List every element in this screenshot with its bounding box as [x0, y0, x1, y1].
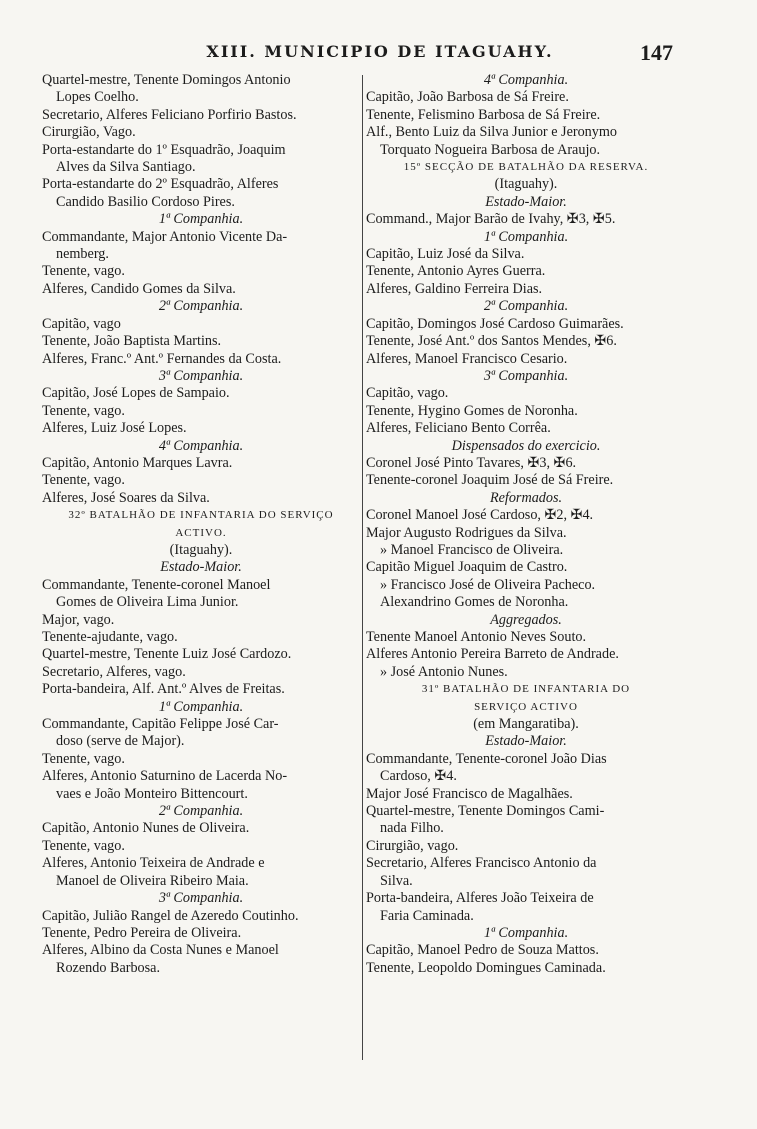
text-line: Capitão, Manoel Pedro de Souza Mattos. — [366, 942, 599, 959]
text-line: Major Augusto Rodrigues da Silva. — [366, 524, 567, 541]
text-line: Porta-estandarte do 2º Esquadrão, Alferes — [42, 176, 279, 193]
text-line: Capitão, José Lopes de Sampaio. — [42, 385, 230, 402]
text-line: Lopes Coelho. — [56, 89, 139, 106]
section-heading: Reformados. — [489, 489, 563, 506]
section-heading: 4ª Companhia. — [158, 437, 244, 454]
text-line: Tenente Manoel Antonio Neves Souto. — [366, 629, 587, 645]
text-line: Major, vago. — [42, 611, 115, 628]
section-heading: Estado-Maior. — [485, 733, 567, 750]
text-line: Quartel-mestre, Tenente Domingos Cami- — [366, 803, 605, 820]
section-heading: 4ª Companhia. — [483, 72, 569, 88]
text-line: Alferes, Galdino Ferreira Dias. — [366, 280, 543, 297]
text-line: nemberg. — [56, 246, 109, 263]
left-column — [42, 72, 360, 1112]
text-line: Porta-estandarte do 1º Esquadrão, Joaquim — [42, 141, 286, 158]
text-line: Tenente, Antonio Ayres Guerra. — [366, 263, 546, 280]
right-column — [366, 72, 686, 1112]
text-line: Quartel-mestre, Tenente Luiz José Cardozo. — [42, 646, 292, 663]
section-heading: 31º BATALHÃO DE INFANTARIA DO — [421, 683, 631, 696]
text-line: Tenente, Hygino Gomes de Noronha. — [366, 402, 578, 419]
text-line: Capitão Miguel Joaquim de Castro. — [366, 559, 568, 576]
text-line: Quartel-mestre, Tenente Domingos Antonio — [42, 72, 291, 88]
text-line: Manoel de Oliveira Ribeiro Maia. — [56, 872, 249, 889]
text-line: Alferes, José Soares da Silva. — [42, 489, 210, 506]
page-header — [0, 40, 757, 70]
section-heading: 3ª Companhia. — [158, 890, 244, 907]
text-line: Alexandrino Gomes de Noronha. — [380, 594, 569, 611]
text-line: Tenente, João Baptista Martins. — [42, 333, 222, 350]
section-heading: 2ª Companhia. — [158, 298, 244, 315]
text-line: Alves da Silva Santiago. — [56, 159, 196, 176]
text-line: Torquato Nogueira Barbosa de Araujo. — [380, 141, 601, 158]
text-line: Commandante, Tenente-coronel João Dias — [366, 750, 607, 767]
section-heading: 1ª Companhia. — [483, 228, 569, 245]
text-line: Tenente-coronel Joaquim José de Sá Freire. — [366, 472, 614, 489]
text-line: Commandante, Capitão Felippe José Car- — [42, 716, 279, 733]
text-line: Alferes, Albino da Costa Nunes e Manoel — [42, 942, 279, 959]
text-line: Cardoso, ✠4. — [380, 768, 457, 785]
text-line: Cirurgião, vago. — [366, 837, 459, 854]
text-line: Tenente, Felismino Barbosa de Sá Freire. — [366, 106, 601, 123]
section-heading: (Itaguahy). — [169, 541, 233, 558]
running-title: XIII. MUNICIPIO DE ITAGUAHY. — [206, 42, 554, 61]
text-line: Porta-bandeira, Alferes João Teixeira de — [366, 890, 594, 907]
section-heading: 3ª Companhia. — [158, 367, 244, 384]
text-line: Alferes, Antonio Teixeira de Andrade e — [42, 855, 265, 872]
section-heading: SERVIÇO ACTIVO — [474, 700, 578, 713]
section-heading: 1ª Companhia. — [158, 698, 244, 715]
text-line: Tenente, Leopoldo Domingues Caminada. — [366, 959, 606, 976]
page-number: 147 — [640, 40, 673, 65]
section-heading: 2ª Companhia. — [158, 803, 244, 820]
section-heading: 3ª Companhia. — [483, 367, 569, 384]
text-line: Secretario, Alferes Francisco Antonio da — [366, 855, 597, 872]
text-line: doso (serve de Major). — [56, 733, 185, 750]
text-line: Alferes, Franc.º Ant.º Fernandes da Costa. — [42, 350, 282, 367]
section-heading: (Itaguahy). — [494, 176, 558, 193]
text-line: Tenente, vago. — [42, 837, 125, 854]
section-heading: Dispensados do exercicio. — [451, 437, 601, 454]
text-line: vaes e João Monteiro Bittencourt. — [56, 785, 248, 802]
text-line: Capitão, vago. — [366, 385, 449, 402]
text-line: Porta-bandeira, Alf. Ant.º Alves de Freitas. — [42, 681, 285, 698]
text-line: Alferes, Manoel Francisco Cesario. — [366, 350, 568, 367]
text-line: Commandante, Tenente-coronel Manoel — [42, 576, 271, 593]
section-heading: ACTIVO. — [175, 526, 227, 539]
text-line: Secretario, Alferes Feliciano Porfirio Bastos. — [42, 106, 297, 123]
section-heading: 15º SECÇÃO DE BATALHÃO DA RESERVA. — [403, 161, 649, 174]
text-line: Commandante, Major Antonio Vicente Da- — [42, 228, 288, 245]
text-line: Alferes, Antonio Saturnino de Lacerda No- — [42, 768, 288, 785]
text-line: Alferes, Feliciano Bento Corrêa. — [366, 420, 551, 437]
text-line: Tenente, vago. — [42, 402, 125, 419]
text-line: Faria Caminada. — [380, 907, 474, 924]
section-heading: Aggregados. — [490, 611, 562, 628]
text-line: Alferes, Luiz José Lopes. — [42, 420, 187, 437]
section-heading: 2ª Companhia. — [483, 298, 569, 315]
text-line: Cirurgião, Vago. — [42, 124, 136, 141]
text-line: Secretario, Alferes, vago. — [42, 663, 186, 680]
text-line: Coronel José Pinto Tavares, ✠3, ✠6. — [366, 454, 577, 471]
text-line: Capitão, Antonio Marques Lavra. — [42, 454, 233, 471]
text-line: Capitão, João Barbosa de Sá Freire. — [366, 89, 569, 106]
text-line: Tenente, vago. — [42, 263, 125, 280]
column-divider — [362, 75, 363, 1060]
text-line: Tenente, vago. — [42, 472, 125, 489]
text-line: Candido Basilio Cordoso Pires. — [56, 193, 235, 210]
text-line: » José Antonio Nunes. — [380, 663, 508, 680]
text-line: Rozendo Barbosa. — [56, 959, 161, 976]
section-heading: (em Mangaratiba). — [473, 716, 579, 733]
text-line: Capitão, Luiz José da Silva. — [366, 246, 525, 263]
section-heading: 32º BATALHÃO DE INFANTARIA DO SERVIÇO — [68, 509, 334, 522]
text-line: » Manoel Francisco de Oliveira. — [380, 541, 564, 558]
text-line: Coronel Manoel José Cardoso, ✠2, ✠4. — [366, 507, 594, 524]
text-line: Capitão, Antonio Nunes de Oliveira. — [42, 820, 250, 837]
text-line: Alferes, Candido Gomes da Silva. — [42, 280, 236, 297]
section-heading: 1ª Companhia. — [158, 211, 244, 228]
section-heading: 1ª Companhia. — [483, 924, 569, 941]
text-line: nada Filho. — [380, 820, 444, 837]
section-heading: Estado-Maior. — [485, 193, 567, 210]
text-line: Command., Major Barão de Ivahy, ✠3, ✠5. — [366, 211, 616, 228]
section-heading: Estado-Maior. — [160, 559, 242, 576]
text-line: Alferes Antonio Pereira Barreto de Andrade. — [366, 646, 619, 663]
text-line: Gomes de Oliveira Lima Junior. — [56, 594, 239, 611]
text-line: Capitão, Domingos José Cardoso Guimarães. — [366, 315, 624, 332]
text-line: » Francisco José de Oliveira Pacheco. — [380, 576, 596, 593]
text-line: Tenente, vago. — [42, 750, 125, 767]
text-line: Major José Francisco de Magalhães. — [366, 785, 573, 802]
text-line: Alf., Bento Luiz da Silva Junior e Jeronymo — [366, 124, 617, 141]
text-line: Capitão, vago — [42, 315, 121, 332]
text-line: Silva. — [380, 872, 413, 889]
text-line: Tenente, José Ant.º dos Santos Mendes, ✠6. — [366, 333, 617, 350]
text-line: Tenente-ajudante, vago. — [42, 629, 178, 645]
text-line: Capitão, Julião Rangel de Azeredo Coutinho. — [42, 907, 299, 924]
text-line: Tenente, Pedro Pereira de Oliveira. — [42, 924, 242, 941]
